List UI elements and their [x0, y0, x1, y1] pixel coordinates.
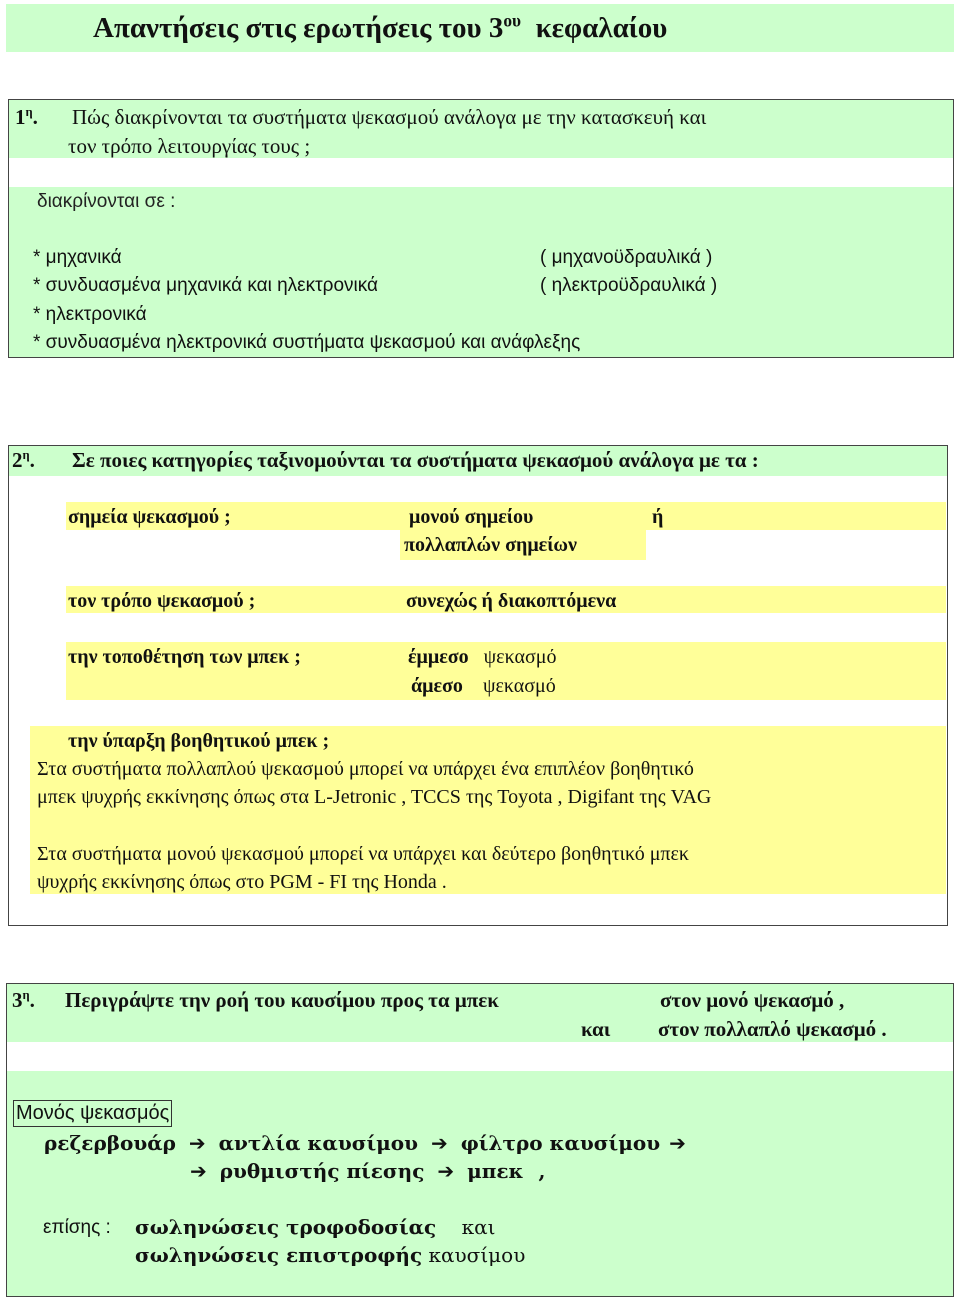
q1-item-left: * μηχανικά: [33, 247, 122, 268]
q3-question: Περιγράψτε την ροή του καυσίμου προς τα μπεκ: [65, 988, 499, 1012]
q2-number: $2^\eta$.: [12, 448, 35, 472]
arrow-right-icon: ➔: [437, 1159, 455, 1183]
arrow-right-icon: ➔: [430, 1131, 448, 1155]
q2-paragraph-1: Στα συστήματα πολλαπλού ψεκασμού μπορεί να υπάρχει ένα επιπλέον βοηθητικό: [37, 758, 694, 780]
q3-question-and: και: [581, 1017, 611, 1041]
flow-step: αντλία καυσίμου: [218, 1131, 418, 1155]
q2-paragraph-2-cont: ψυχρής εκκίνησης όπως στο PGM - FI της Honda .: [37, 871, 447, 893]
flow-step: ρυθμιστής πίεσης: [219, 1159, 425, 1183]
also-return-lines: σωληνώσεις επιστροφής καυσίμου: [135, 1243, 526, 1267]
also-supply-lines: σωληνώσεις τροφοδοσίας και: [135, 1215, 496, 1239]
q2-row2-label: τον τρόπο ψεκασμού ;: [68, 590, 256, 612]
q2-paragraph-1-cont: μπεκ ψυχρής εκκίνησης όπως στα L-Jetronic , TCCS της Toyota , Digifant της VAG: [37, 786, 712, 808]
q2-row1-value2: πολλαπλών σημείων: [404, 534, 577, 556]
q1-item-right: ( μηχανοϋδραυλικά ): [540, 247, 713, 268]
arrow-right-icon: ➔: [669, 1131, 686, 1155]
also-label: επίσης :: [43, 1217, 111, 1238]
q3-number: $3^\eta$.: [12, 988, 35, 1012]
q1-intro: διακρίνονται σε :: [37, 191, 176, 212]
fuel-flow-line-2: [190, 1161, 545, 1181]
single-injection-label: Μονός ψεκασμός: [13, 1100, 172, 1127]
q1-item-left: * συνδυασμένα μηχανικά και ηλεκτρονικά: [33, 275, 379, 296]
flow-step: μπεκ: [467, 1159, 524, 1183]
flow-step: ρεζερβουάρ: [44, 1131, 176, 1155]
q1-item-right: ( ηλεκτροϋδραυλικά ): [540, 275, 718, 296]
q2-row3-indirect: έμμεσο ψεκασμό: [408, 646, 557, 668]
q2-row1-or: ή: [652, 506, 664, 528]
q2-question: Σε ποιες κατηγορίες ταξινομούνται τα συστήματα ψεκασμού ανάλογα με τα :: [72, 448, 759, 472]
q2-row1-value: μονού σημείου: [409, 506, 534, 528]
q2-row4-label: την ύπαρξη βοηθητικού μπεκ ;: [68, 730, 330, 752]
q2-row1-label: σημεία ψεκασμού ;: [68, 506, 231, 528]
arrow-right-icon: ➔: [190, 1159, 207, 1183]
q3-question-part2: στον πολλαπλό ψεκασμό .: [658, 1017, 887, 1041]
q2-row3-label: την τοποθέτηση των μπεκ ;: [68, 646, 301, 668]
q2-row2-value: συνεχώς ή διακοπτόμενα: [406, 590, 617, 612]
q1-item-left: * συνδυασμένα ηλεκτρονικά συστήματα ψεκασμού και ανάφλεξης: [33, 332, 581, 353]
q1-question: Πώς διακρίνονται τα συστήματα ψεκασμού ανάλογα με την κατασκευή και: [72, 105, 707, 129]
fuel-flow-line-1: [44, 1133, 688, 1153]
page-title: Απαντήσεις στις ερωτήσεις του $3^{o\upsilon}$ κεφαλαίου: [93, 10, 668, 44]
flow-step: φίλτρο καυσίμου: [460, 1131, 661, 1155]
flow-comma: ,: [538, 1159, 546, 1183]
q1-number: $1^\eta$.: [15, 105, 38, 129]
arrow-right-icon: ➔: [188, 1131, 206, 1155]
q2-row3-direct: άμεσο ψεκασμό: [411, 675, 556, 697]
q1-question-cont: τον τρόπο λειτουργίας τους ;: [68, 134, 311, 158]
q3-question-part: στον μονό ψεκασμό ,: [660, 988, 845, 1012]
q1-item-left: * ηλεκτρονικά: [33, 304, 147, 325]
q2-paragraph-2: Στα συστήματα μονού ψεκασμού μπορεί να υπάρχει και δεύτερο βοηθητικό μπεκ: [37, 843, 689, 865]
